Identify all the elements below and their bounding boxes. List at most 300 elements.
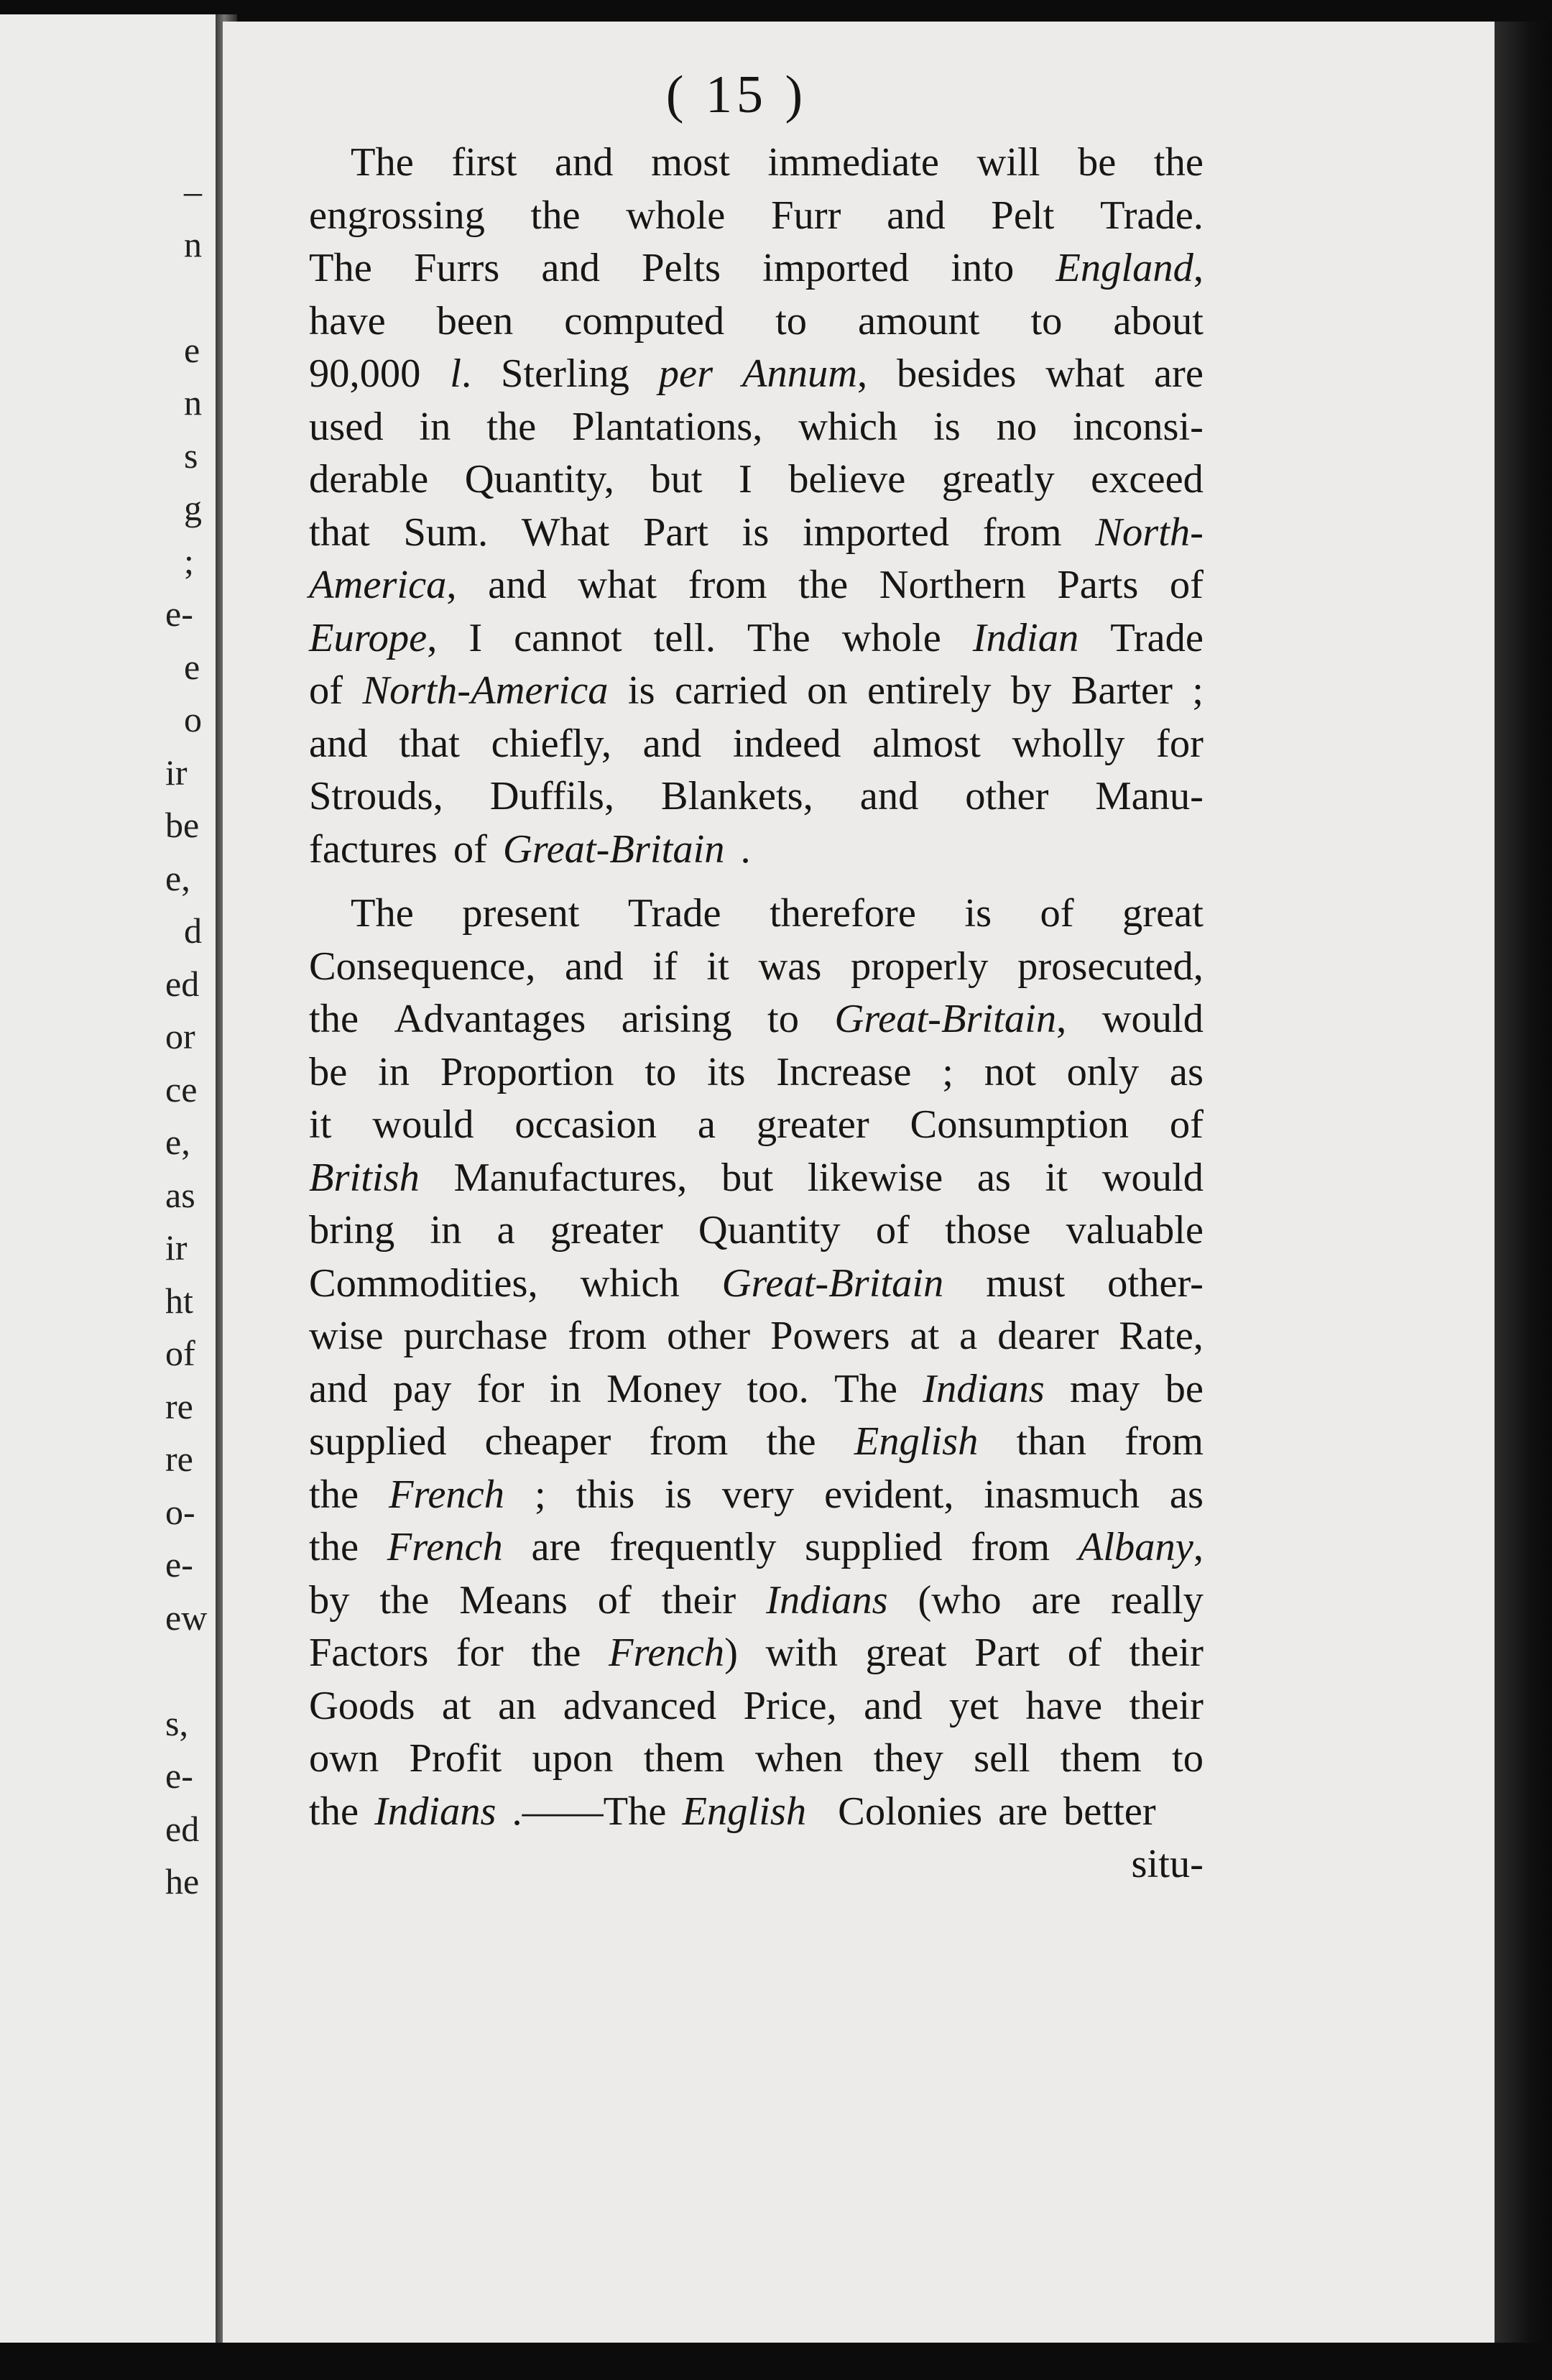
word: first [451,140,517,185]
word: other- [1107,1260,1204,1306]
word: imported [762,246,910,290]
word: yet [949,1683,999,1728]
italic-word: British [309,1155,420,1200]
word: Great-Britain . [502,826,751,872]
italic-word: Indian [972,615,1079,660]
text-line [309,1046,1204,1099]
word: Price, [743,1683,837,1728]
word: Manu- [1095,774,1204,818]
text-line [309,887,1204,941]
italic-word: English [682,1789,807,1834]
text-line [309,1786,1204,1839]
word: that [399,721,460,766]
text-line [309,137,1204,190]
word: present [462,891,580,936]
left-page-fragment-line [0,1803,216,1856]
word: its [707,1049,746,1094]
word: other [667,1314,751,1358]
text-line [309,1152,1204,1205]
left-page-fragment-line [0,271,216,324]
left-page-fragment: d [184,910,202,951]
left-page-fragment-line [0,1275,216,1328]
word: ; [942,1049,953,1094]
word: indeed [732,721,841,766]
word: to [645,1049,677,1094]
word: by [1010,668,1052,713]
word: frequently [609,1525,777,1569]
word: supplied [309,1419,447,1464]
italic-word: French [387,1525,503,1569]
word: Albany, [1078,1525,1204,1569]
word [389,1469,504,1522]
text-line [309,770,1204,824]
word: their [661,1577,736,1623]
word: great [865,1631,947,1675]
text-line [309,1310,1204,1363]
left-page-fragment: e- [165,1756,193,1796]
word: will [976,140,1040,185]
word: is [742,509,770,555]
word: are [998,1789,1048,1834]
word: the [309,997,359,1041]
word: it [309,1102,332,1147]
italic-word: per [658,351,713,396]
text-line [309,348,1204,401]
left-page-fragment-line [0,1486,216,1539]
word: carried [674,668,787,713]
left-page-fragment: ce [165,1069,198,1110]
word: The [834,1366,897,1411]
text-line [309,1416,1204,1469]
word: of [875,1208,910,1253]
word: to [775,298,808,343]
word: Consequence, [309,944,536,989]
text-line [309,1204,1204,1258]
word: but [650,457,703,502]
word: The [351,140,414,185]
italic-word: Europe [309,615,428,660]
word: Rate, [1119,1314,1204,1358]
left-page-fragment-line [0,218,216,272]
word: of [1067,1631,1101,1675]
text-line [309,993,1204,1046]
left-page-fragment: g [184,488,202,528]
word: Furrs [413,246,500,290]
body-text [309,137,1204,1891]
word: is [964,891,992,936]
word: of [453,826,487,872]
word: factures [309,826,438,872]
left-page-fragment: ed [165,963,200,1004]
left-page-fragment-line [0,1592,216,1645]
word: (who [918,1577,1002,1623]
word: and [309,1366,368,1411]
word: ; [1192,668,1204,713]
catchword-line [309,1838,1204,1891]
word: Sterling [500,351,629,396]
word: in [549,1366,581,1411]
left-page-fragment: – [184,171,202,211]
text-line [309,824,1204,877]
word: Pelt [991,193,1055,238]
word: as [1169,1472,1204,1517]
left-page-fragment: ed [165,1808,200,1849]
left-page-fragment-line [0,852,216,905]
word: from [971,1525,1050,1569]
word: what [1045,351,1125,396]
word: but [721,1155,774,1200]
paragraph-gap [309,876,1204,887]
word: tell. [653,615,716,660]
word: the [531,1631,581,1675]
word: are [1031,1577,1081,1623]
word: inconsi- [1072,404,1204,449]
word: when [754,1736,844,1781]
text-line [309,507,1204,560]
word: it [706,944,729,989]
word: arising [621,997,732,1041]
catchword: situ- [1131,1842,1204,1886]
word: for [456,1631,504,1675]
word: at [441,1683,471,1728]
word: Money [606,1366,722,1411]
word: advanced [563,1683,717,1728]
word [766,1574,888,1628]
word: from [1124,1419,1204,1464]
text-line [309,559,1204,612]
word: Means [459,1577,568,1623]
word: the [379,1577,430,1623]
word: at [910,1314,940,1358]
word: and [554,140,614,185]
italic-word: America [309,563,447,607]
word: Profit [409,1736,502,1781]
word: for [476,1366,525,1411]
word: greater [550,1208,663,1253]
word: French) [609,1631,738,1675]
word [1095,507,1204,560]
left-page-fragment-line [0,1539,216,1592]
word: other [965,774,1049,818]
word: really [1111,1577,1204,1623]
word: would [372,1102,474,1147]
word: besides [897,351,1017,396]
left-page-fragment-line [0,1169,216,1222]
word: for [1156,721,1204,766]
word: a [697,1102,716,1147]
word: Manufactures, [453,1155,688,1200]
word: Part [974,1631,1040,1675]
word: and [864,1683,923,1728]
word: and [565,944,624,989]
word [309,1152,420,1205]
word: and [488,563,547,607]
word: Colonies [838,1789,983,1834]
word: Annum, [742,351,868,396]
word: almost [872,721,981,766]
word: Great-Britain, [834,997,1067,1041]
word: as [1169,1049,1204,1094]
word: Factors [309,1631,429,1675]
left-page-fragment-line [0,1010,216,1064]
word: and [541,246,600,290]
word: whole [626,193,726,238]
word: they [873,1736,943,1781]
text-line [309,1521,1204,1574]
left-page-fragment: as [165,1174,195,1215]
text-line [309,612,1204,665]
text-line [309,1099,1204,1152]
word: the [1153,140,1204,185]
word: Strouds, [309,774,443,818]
word: their [1129,1631,1204,1675]
word: computed [564,298,725,343]
word: own [309,1736,379,1781]
word: of [1169,563,1204,607]
word: be [309,1049,348,1094]
word: whole [841,615,941,660]
word: better [1063,1789,1156,1834]
word: Pelts [642,246,721,290]
word: them [1060,1736,1142,1781]
word: no [996,404,1038,449]
word: greatly [941,457,1055,502]
word: America, [309,563,457,607]
word: Plantations, [572,404,763,449]
word: from [982,509,1062,555]
word: be [1078,140,1117,185]
left-page-fragment-line [0,693,216,747]
left-page-fragment: e- [165,594,193,634]
word: wholly [1012,721,1125,766]
word: been [436,298,514,343]
left-page-fragment-line [0,1750,216,1803]
word: from [649,1419,729,1464]
word: from [688,563,767,607]
left-page-fragment-line [0,641,216,694]
word: Trade. [1100,193,1204,238]
page-edge [1495,22,1552,2343]
left-page-fragment: ht [165,1280,193,1321]
left-page-fragment: or [165,1016,195,1056]
text-line [309,453,1204,507]
word: The [351,891,414,936]
word: is [933,404,961,449]
word: prosecuted, [1017,944,1204,989]
word: cannot [514,615,622,660]
left-page-fragment-line [0,1222,216,1275]
left-page-fragment: re [165,1439,193,1479]
word: their [1129,1683,1204,1728]
word: The [747,615,810,660]
italic-word: Annum [742,351,858,396]
word: Trade [1110,615,1204,660]
word: in [419,404,451,449]
word: imported [803,509,950,555]
word: it [1045,1155,1068,1200]
word: valuable [1066,1208,1204,1253]
left-page-text-fragments [0,165,216,1909]
word: Europe, [309,615,438,660]
word: occasion [514,1102,657,1147]
word: that [309,509,370,555]
left-page-fragment-line [0,958,216,1011]
word: from [568,1314,647,1358]
word: and [309,721,368,766]
text-line [309,1574,1204,1628]
word: used [309,404,384,449]
word: must [986,1260,1066,1306]
text-line [309,242,1204,295]
word: Duffils, [489,774,614,818]
word: Proportion [440,1049,614,1094]
left-page-fragment: ew [165,1597,208,1638]
word: a [959,1314,978,1358]
word: in [378,1049,410,1094]
left-page-fragment: re [165,1385,193,1426]
word: greater [756,1102,869,1147]
word: The [309,246,372,290]
word: Trade [627,891,721,936]
word: of [1040,891,1074,936]
left-page-fragment-line [0,535,216,589]
text-line [309,190,1204,243]
left-page-fragment-line [0,1327,216,1380]
word: upon [532,1736,614,1781]
word: derable [309,457,429,502]
text-line [309,1733,1204,1786]
word: dearer [997,1314,1099,1358]
left-page-fragment-line [0,377,216,430]
word: have [1025,1683,1103,1728]
word: Blankets, [660,774,813,818]
word: Consumption [910,1102,1130,1147]
word: them [643,1736,725,1781]
word: what [578,563,657,607]
text-line [309,1258,1204,1311]
word: entirely [867,668,992,713]
word: Commodities, [309,1260,538,1306]
text-line [309,1627,1204,1680]
italic-word: l [450,351,461,396]
word: this [576,1472,635,1517]
word: a [496,1208,515,1253]
word: cheaper [484,1419,611,1464]
italic-word: Albany [1078,1525,1193,1569]
page-number: ( 15 ) [665,65,808,124]
word: with [765,1631,838,1675]
word: evident, [824,1472,954,1517]
left-page-fragment: ir [165,752,188,793]
left-page-fragment: e- [165,1544,193,1585]
word [973,612,1079,665]
left-page-fragment: e [184,646,200,687]
word: in [430,1208,462,1253]
word: therefore [770,891,916,936]
left-page-fragment-line [0,1380,216,1434]
word: amount [858,298,980,343]
italic-word: Indians [766,1577,888,1623]
italic-word: French [609,1631,725,1675]
text-line [309,941,1204,994]
italic-word: English [854,1419,979,1464]
word: about [1113,298,1204,343]
italic-word: North- [1095,509,1204,555]
left-page-fragment: o- [165,1491,195,1532]
text-line [309,401,1204,454]
italic-word: North-America [362,668,609,713]
left-page-fragment-line [0,1064,216,1117]
word: immediate [767,140,939,185]
word: the [530,193,581,238]
word: Quantity [698,1208,841,1253]
word: wise [309,1314,384,1358]
left-page-fragment: s [184,435,198,476]
word: to [1030,298,1063,343]
left-page-fragment: he [165,1861,200,1901]
word: may [1070,1366,1140,1411]
left-page-fragment: n [184,223,202,264]
word: an [498,1683,537,1728]
word: supplied [805,1525,943,1569]
left-page-fragment-line [0,588,216,641]
left-page-fragment-line [0,799,216,852]
word: into [951,246,1015,290]
word: most [651,140,730,185]
word: Quantity, [464,457,614,502]
text-line [309,1680,1204,1733]
word [923,1363,1045,1416]
word: the [766,1419,816,1464]
left-page-fragment: of [165,1333,195,1373]
word: to [767,997,799,1041]
left-page-fragment-line [0,905,216,958]
word: sell [974,1736,1030,1781]
left-page-fragment: s, [165,1702,188,1743]
text-line [309,1469,1204,1522]
word: Northern [879,563,1026,607]
word [387,1521,503,1574]
left-page-fragment-line [0,165,216,218]
left-page [0,14,219,2343]
word: on [807,668,848,713]
word: to [1172,1736,1204,1781]
word: great [1122,891,1204,936]
word: is [627,668,655,713]
word: Part [642,509,708,555]
left-page-fragment-line [0,1116,216,1169]
word: those [945,1208,1031,1253]
text-line [309,665,1204,718]
word: the [309,1789,359,1834]
left-page-fragment-line [0,1697,216,1751]
word: only [1066,1049,1140,1094]
word: purchase [403,1314,548,1358]
word: England, [1056,246,1204,290]
word [683,1786,823,1839]
word: bring [309,1208,395,1253]
word: and [887,193,946,238]
word: inasmuch [984,1472,1140,1517]
word: Furr [771,193,841,238]
left-page-fragment-line [0,747,216,800]
left-page-fragment-line [0,1855,216,1909]
word: of [1169,1102,1204,1147]
word: are [1153,351,1204,396]
word [854,1416,979,1469]
left-page-fragment: ; [184,540,194,581]
word: would [1101,1155,1204,1200]
